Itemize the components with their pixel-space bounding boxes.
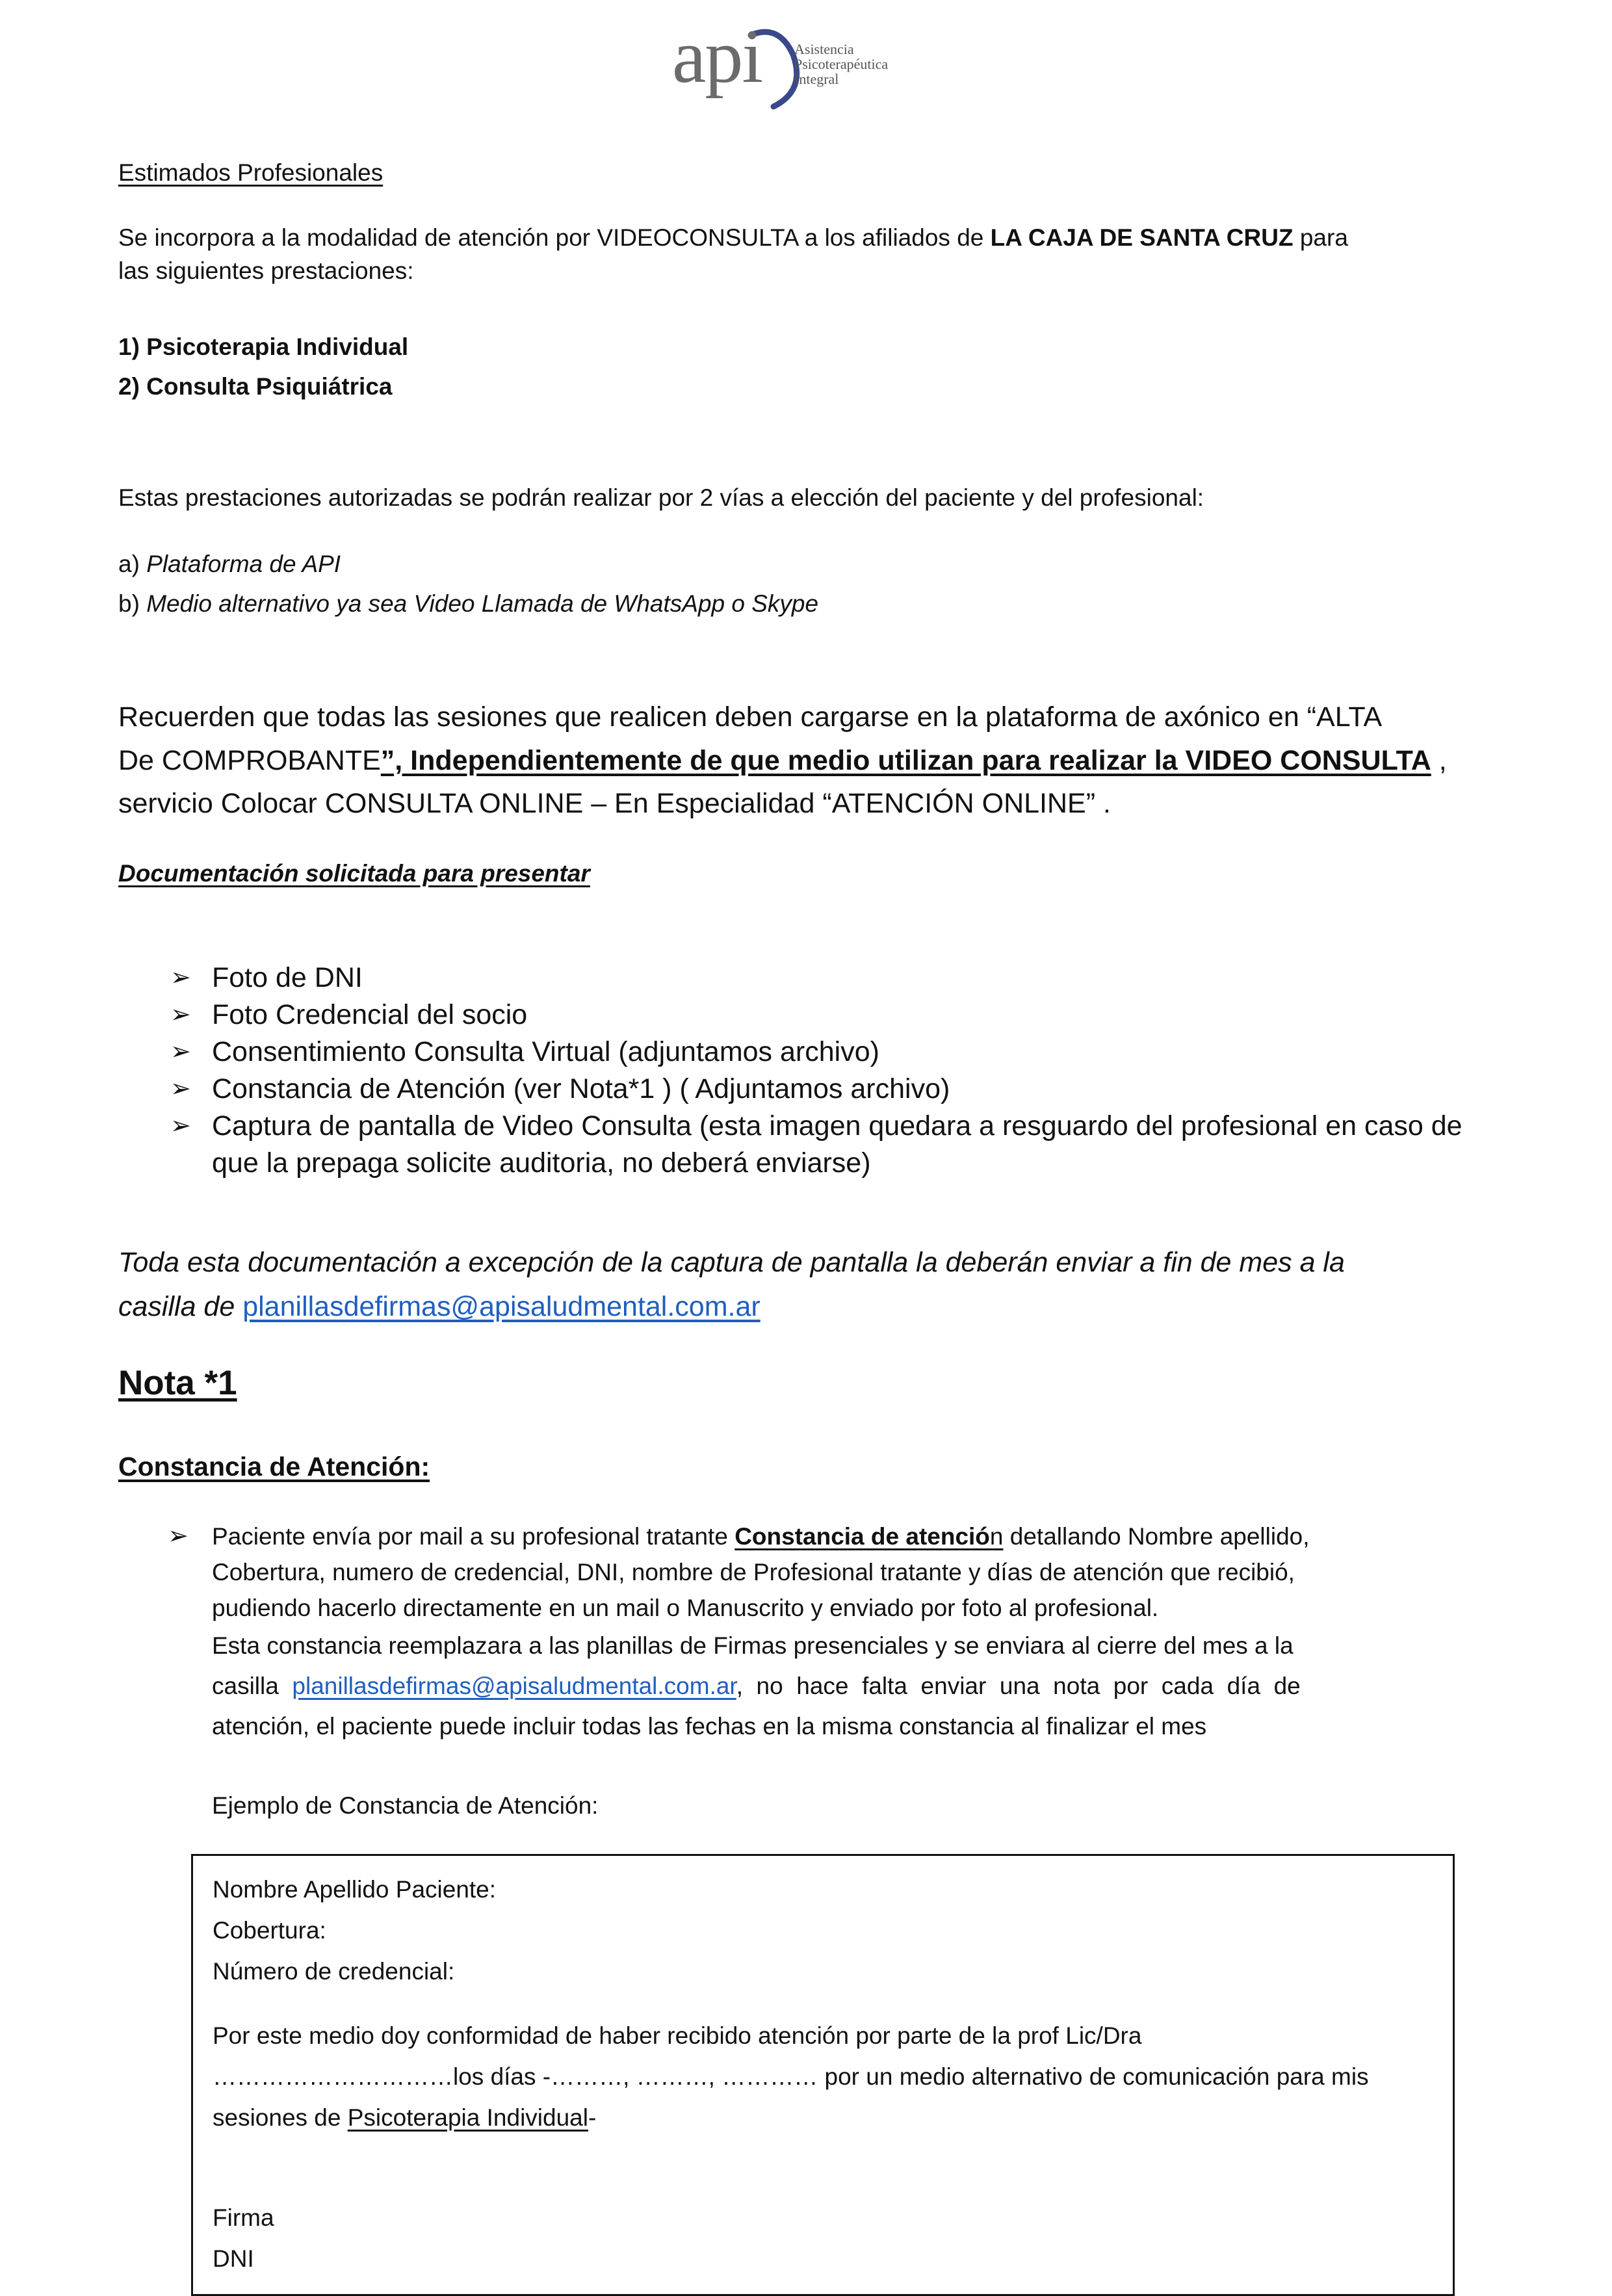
nota-title: Nota *1 (118, 1364, 237, 1402)
constancia-line-2: Cobertura, numero de credencial, DNI, nombre de Profesional tratante y días de atención que recibió, (212, 1559, 1295, 1585)
example-field: Nombre Apellido Paciente: (213, 1876, 497, 1903)
constancia-line-3: pudiendo hacerlo directamente en un mail o Manuscrito y enviado por foto al profesional. (212, 1595, 1159, 1621)
services-list (118, 330, 408, 403)
constancia-line-1: Paciente envía por mail a su profesional tratante Constancia de atención detallando Nombre apellido, (212, 1523, 1310, 1550)
constancia-bullet-text (168, 1519, 1455, 1747)
way-item: b) Medio alternativo ya sea Video Llamada de WhatsApp o Skype (118, 590, 819, 618)
example-field: Número de credencial: (213, 1958, 455, 1985)
ways-intro: Estas prestaciones autorizadas se podrán realizar por 2 vías a elección del paciente y del profesional: (118, 484, 1204, 511)
example-signature (213, 2197, 274, 2279)
example-field: Cobertura: (213, 1917, 326, 1944)
docs-item-continuation: que la prepaga solicite auditoria, no deberá enviarse) (212, 1147, 871, 1179)
service-item: 2) Consulta Psiquiátrica (118, 373, 393, 400)
arrow-bullet-icon: ➢ (170, 964, 191, 991)
example-label: Ejemplo de Constancia de Atención: (212, 1792, 599, 1819)
docs-item: ➢ Foto Credencial del socio (170, 997, 1462, 1034)
email-link[interactable]: planillasdefirmas@apisaludmental.com.ar (292, 1673, 736, 1699)
arrow-bullet-icon: ➢ (170, 1038, 191, 1065)
constancia-line-6: atención, el paciente puede incluir todas las fechas en la misma constancia al finalizar el mes (212, 1713, 1207, 1740)
intro-line-2: las siguientes prestaciones: (118, 257, 414, 285)
arrow-bullet-icon: ➢ (170, 1112, 191, 1140)
reminder-line-3: servicio Colocar CONSULTA ONLINE – En Especialidad “ATENCIÓN ONLINE” . (118, 788, 1111, 820)
arrow-bullet-icon: ➢ (170, 1001, 191, 1028)
arrow-bullet-icon: ➢ (168, 1522, 188, 1550)
conformity-line-3: sesiones de Psicoterapia Individual- (213, 2104, 597, 2131)
intro-line-1: Se incorpora a la modalidad de atención por VIDEOCONSULTA a los afiliados de LA CAJA DE SANTA CRUZ para (118, 224, 1348, 251)
docs-item: ➢ Consentimiento Consulta Virtual (adjuntamos archivo) (170, 1034, 1462, 1071)
constancia-bullet (168, 1519, 1455, 1747)
greeting: Estimados Profesionales (118, 159, 384, 186)
email-link[interactable]: planillasdefirmas@apisaludmental.com.ar (242, 1291, 760, 1322)
docs-heading: Documentación solicitada para presentar (118, 860, 590, 887)
example-fields (213, 1869, 496, 1992)
send-note-line-1: Toda esta documentación a excepción de la captura de pantalla la deberán enviar a fin de mes a la (118, 1247, 1345, 1278)
dni-label: DNI (213, 2245, 254, 2272)
constancia-line-5: casilla planillasdefirmas@apisaludmental.com.ar, no hace falta enviar una nota por cada día de (212, 1673, 1301, 1699)
send-note-line-2: casilla de planillasdefirmas@apisaludmental.com.ar (118, 1291, 760, 1322)
docs-item: ➢ Foto de DNI (170, 959, 1462, 997)
ways-list (118, 547, 818, 620)
send-note (118, 1240, 1345, 1329)
logo-caption: Asistencia Psicoterapéutica Integral (794, 41, 889, 88)
docs-item: ➢ Captura de pantalla de Video Consulta (esta imagen quedara a resguardo del profesional en caso de (170, 1108, 1462, 1145)
reminder-line-2: De COMPROBANTE”, Independientemente de que medio utilizan para realizar la VIDEO CONSULTA , (118, 744, 1447, 776)
logo-mark-text: api (672, 14, 762, 99)
constancia-heading: Constancia de Atención: (118, 1452, 430, 1481)
reminder-paragraph (118, 696, 1447, 826)
conformity-line-1: Por este medio doy conformidad de haber recibido atención por parte de la prof Lic/Dra (213, 2022, 1142, 2049)
example-conformity (213, 2015, 1369, 2138)
intro-paragraph (118, 221, 1451, 287)
api-logo (663, 9, 923, 113)
signature-label: Firma (213, 2204, 274, 2231)
conformity-line-2: …………………………los días -………, ………, ………… por un medio alternativo de comunicación para mis (213, 2063, 1369, 2090)
service-item: 1) Psicoterapia Individual (118, 333, 409, 360)
docs-item: ➢ Constancia de Atención (ver Nota*1 ) ( Adjuntamos archivo) (170, 1071, 1462, 1108)
way-item: a) Plataforma de API (118, 551, 341, 577)
reminder-emphasis: ”, Independientemente de que medio utilizan para realizar la VIDEO CONSULTA (380, 744, 1431, 776)
example-constancia-box (191, 1854, 1455, 2296)
arrow-bullet-icon: ➢ (170, 1075, 191, 1102)
constancia-line-4: Esta constancia reemplazara a las planillas de Firmas presenciales y se enviara al cierre del mes a la (212, 1632, 1294, 1659)
docs-list (170, 959, 1462, 1182)
reminder-line-1: Recuerden que todas las sesiones que realicen deben cargarse en la plataforma de axónico en “ALTA (118, 701, 1383, 733)
